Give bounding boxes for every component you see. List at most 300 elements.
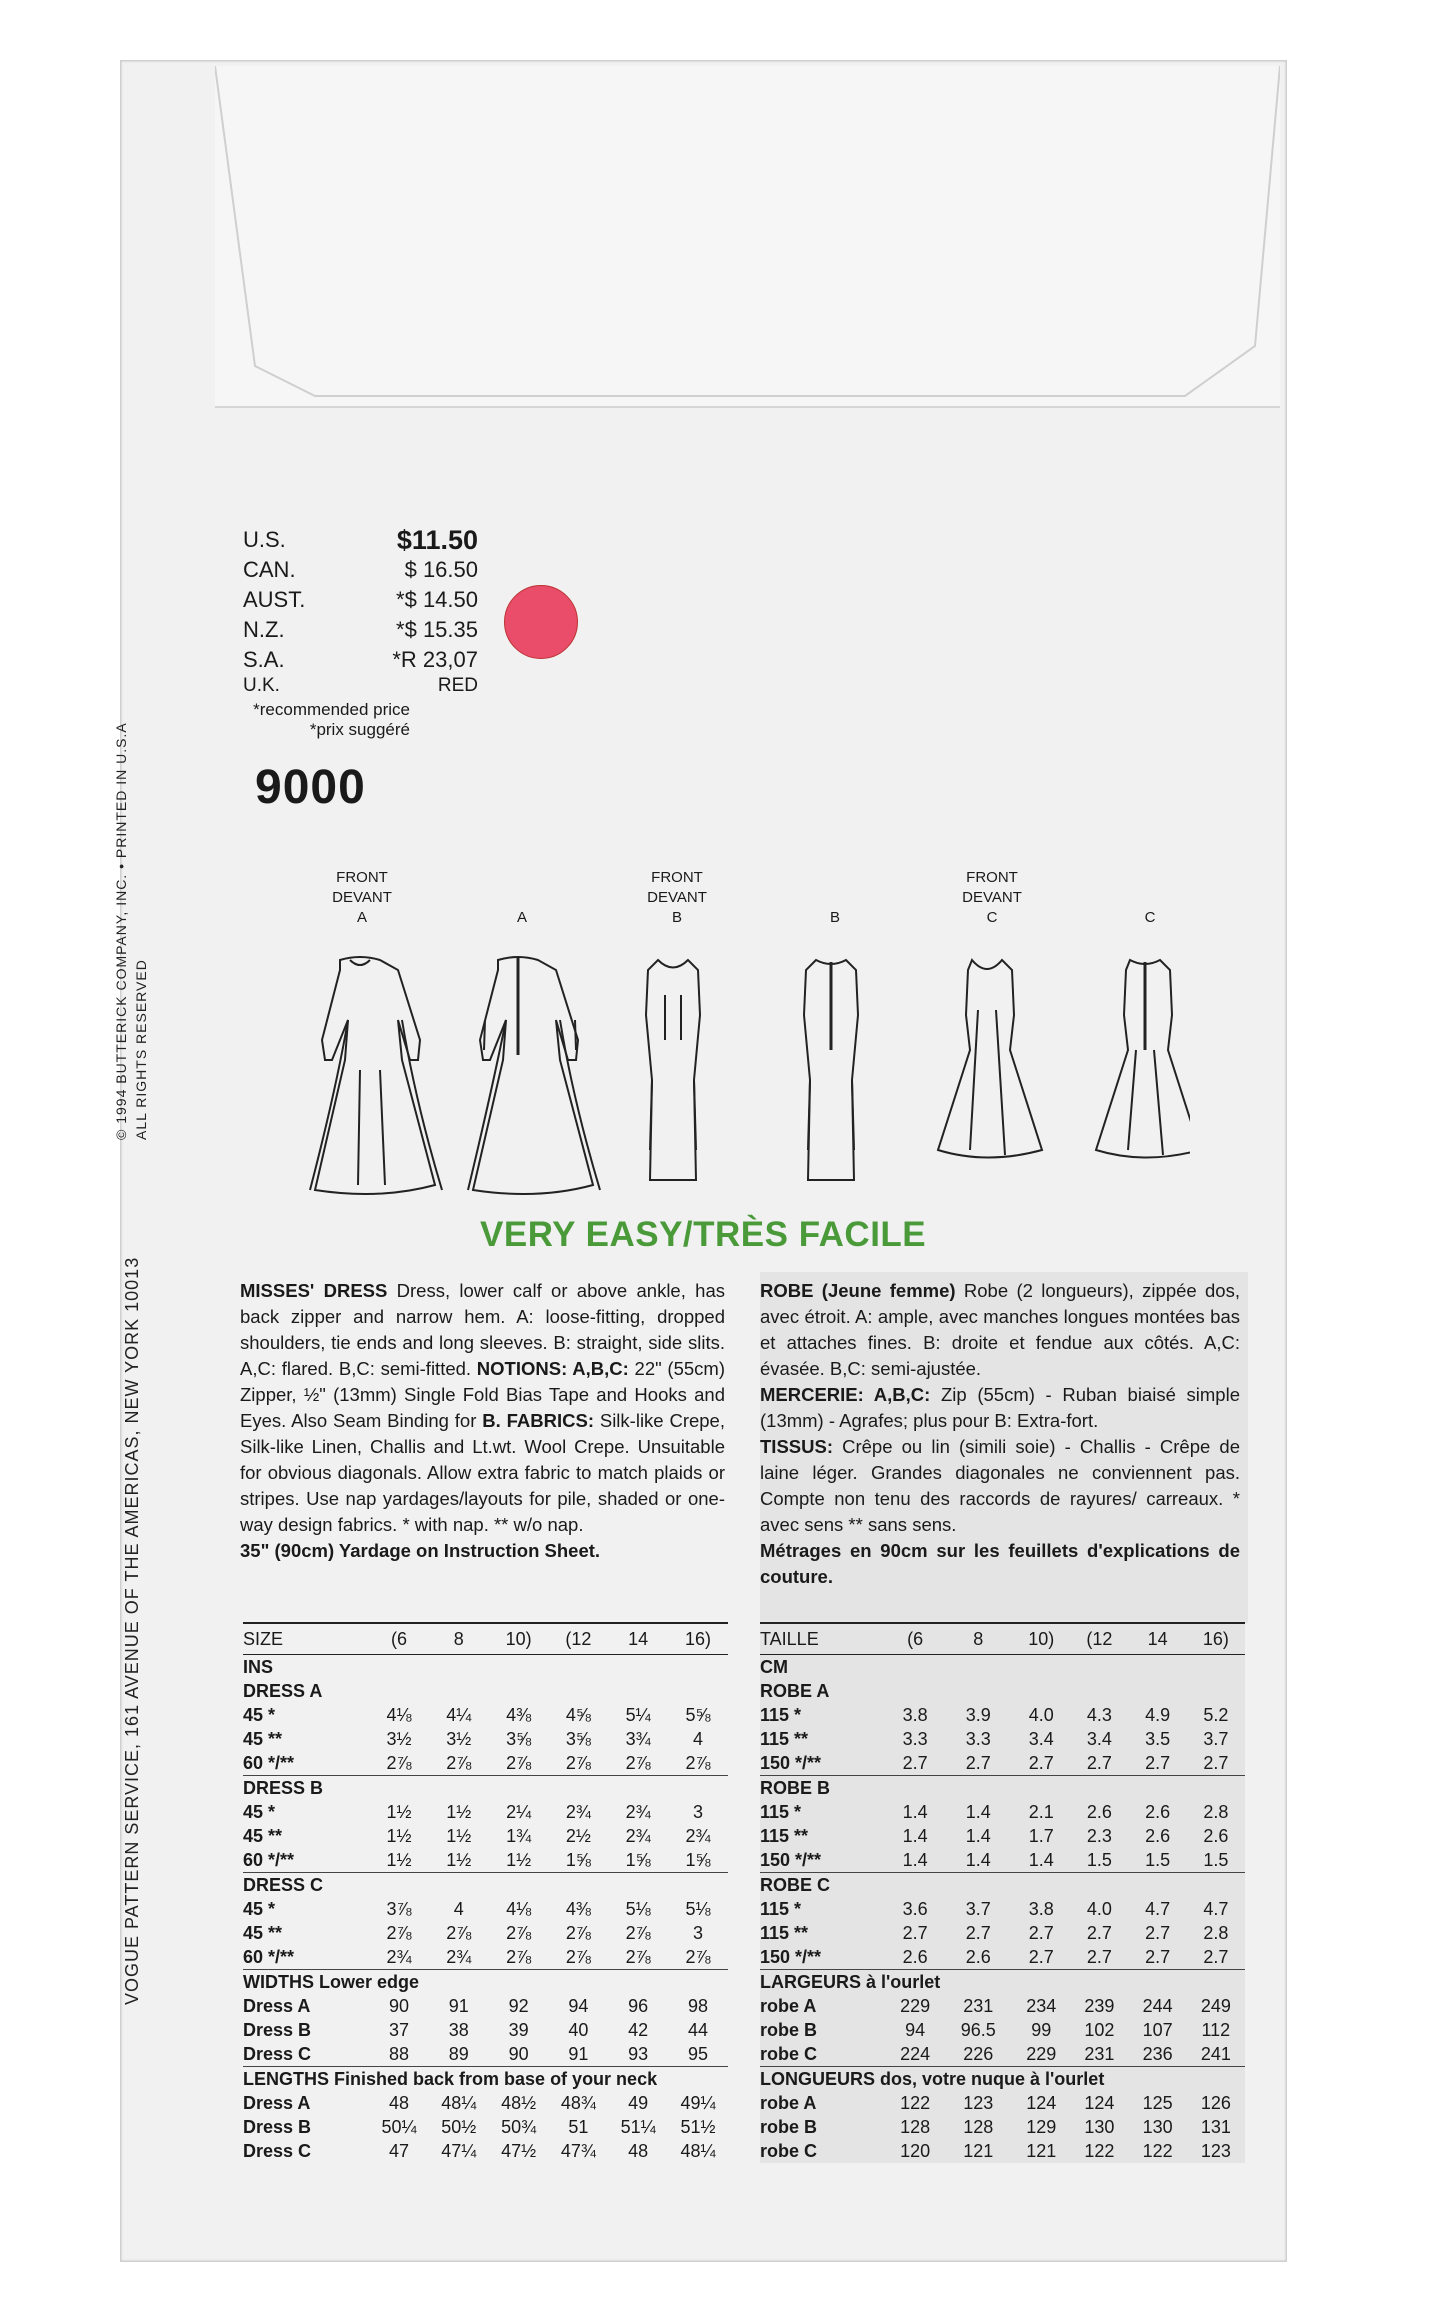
table-cell: 51 xyxy=(568,2116,589,2137)
table-cell: 3.7 xyxy=(965,1898,991,1919)
table-cell: 122 xyxy=(1084,2140,1115,2161)
table-cell: 107 xyxy=(1142,2019,1173,2040)
table-cell: 249 xyxy=(1200,1995,1231,2016)
sketch-label-front: FRONT xyxy=(651,869,703,886)
table-cell: 2.7 xyxy=(1086,1946,1112,1967)
table-cell: 44 xyxy=(688,2019,709,2040)
table-cell: 2.1 xyxy=(1028,1801,1054,1822)
row-label: 150 */** xyxy=(760,1946,822,1967)
table-cell: 1.4 xyxy=(902,1849,928,1870)
table-cell: 49 xyxy=(628,2092,649,2113)
table-cell: 42 xyxy=(628,2019,649,2040)
table-cell: 2.7 xyxy=(1028,1946,1054,1967)
sketch-label-front: FRONT xyxy=(336,869,388,886)
table-cell: 2.8 xyxy=(1203,1801,1229,1822)
unit-row xyxy=(760,1655,1245,1680)
sketch-label-front: FRONT xyxy=(966,869,1018,886)
table-cell: 4 xyxy=(453,1898,464,1919)
table-cell: 2⅞ xyxy=(506,1946,532,1967)
table-row xyxy=(760,1751,1245,1776)
group-label: DRESS C xyxy=(243,1873,728,1898)
tissus-label: TISSUS: xyxy=(760,1436,833,1457)
row-label: 60 */** xyxy=(243,1946,295,1967)
price-region: N.Z. xyxy=(243,617,285,642)
table-cell: 2¾ xyxy=(685,1825,711,1846)
table-row xyxy=(760,1897,1245,1921)
table-cell: 4⅜ xyxy=(506,1704,532,1725)
table-row xyxy=(243,1921,728,1945)
row-label: Dress C xyxy=(243,2043,312,2064)
size-header-cell: (6 xyxy=(369,1623,429,1655)
row-label: 115 * xyxy=(760,1801,802,1822)
table-cell: 2⅞ xyxy=(506,1922,532,1943)
table-row xyxy=(243,2042,728,2067)
table-row xyxy=(243,1848,728,1873)
table-cell: 3.6 xyxy=(902,1898,928,1919)
copyright-line: © 1994 BUTTERICK COMPANY, INC. • PRINTED IN U.S.A xyxy=(113,722,129,1140)
row-label: 45 ** xyxy=(243,1922,283,1943)
table-cell: 4.0 xyxy=(1086,1898,1112,1919)
table-cell: 241 xyxy=(1200,2043,1231,2064)
table-cell: 244 xyxy=(1142,1995,1173,2016)
price-note xyxy=(238,700,410,740)
table-cell: 122 xyxy=(900,2092,931,2113)
table-cell: 93 xyxy=(628,2043,649,2064)
table-row xyxy=(760,2091,1245,2115)
row-label: robe A xyxy=(760,2092,817,2113)
table-cell: 2⅞ xyxy=(565,1752,591,1773)
table-cell: 2.6 xyxy=(1145,1825,1171,1846)
size-header-cell: 14 xyxy=(1129,1623,1187,1655)
sketch-label-devant: DEVANT xyxy=(647,889,707,906)
table-cell: 4⅝ xyxy=(565,1704,591,1725)
table-cell: 2⅞ xyxy=(625,1752,651,1773)
table-cell: 3 xyxy=(693,1922,704,1943)
table-cell: 48 xyxy=(628,2140,649,2161)
sketch-label-view: C xyxy=(1144,909,1156,926)
table-cell: 96 xyxy=(628,1995,649,2016)
table-cell: 3.3 xyxy=(965,1728,991,1749)
table-cell: 123 xyxy=(1200,2140,1231,2161)
table-cell: 90 xyxy=(508,2043,529,2064)
table-cell: 126 xyxy=(1200,2092,1231,2113)
table-cell: 1½ xyxy=(506,1849,532,1870)
row-label: 115 ** xyxy=(760,1922,809,1943)
group-row xyxy=(760,1679,1245,1703)
price-region: S.A. xyxy=(243,647,285,672)
table-row xyxy=(760,1994,1245,2018)
price-note-fr: *prix suggéré xyxy=(309,720,410,739)
table-cell: 2⅞ xyxy=(565,1922,591,1943)
table-cell: 123 xyxy=(963,2092,994,2113)
row-label: Dress B xyxy=(243,2019,312,2040)
size-header-label: TAILLE xyxy=(760,1623,886,1655)
table-cell: 48¼ xyxy=(441,2092,477,2113)
lengths-header-row xyxy=(760,2067,1245,2092)
table-cell: 121 xyxy=(1026,2140,1057,2161)
table-cell: 5¼ xyxy=(625,1704,651,1725)
table-cell: 47¾ xyxy=(560,2140,596,2161)
table-cell: 50¼ xyxy=(381,2116,417,2137)
group-row xyxy=(243,1679,728,1703)
table-cell: 48¾ xyxy=(560,2092,596,2113)
row-label: 45 * xyxy=(243,1801,276,1822)
table-cell: 226 xyxy=(963,2043,994,2064)
fabrics-label: B. FABRICS: xyxy=(482,1410,594,1431)
table-row xyxy=(243,1897,728,1921)
table-cell: 98 xyxy=(688,1995,709,2016)
row-label: 45 ** xyxy=(243,1825,283,1846)
desc-title: MISSES' DRESS xyxy=(240,1280,388,1301)
table-cell: 2.7 xyxy=(902,1922,928,1943)
table-cell: 39 xyxy=(508,2019,529,2040)
table-cell: 1½ xyxy=(446,1849,472,1870)
size-header-cell: (6 xyxy=(886,1623,944,1655)
table-cell: 2⅞ xyxy=(625,1946,651,1967)
price-list xyxy=(243,525,478,697)
table-cell: 2.7 xyxy=(1028,1922,1054,1943)
desc-body: Dress, lower calf or above ankle, has back zipper and narrow hem. A: loose-fitting, dropped shoulders, tie ends and long sleeves. B: straight, side slits. A,C: flared. B,C: semi-fitted. xyxy=(240,1280,725,1379)
row-label: 150 */** xyxy=(760,1752,822,1773)
table-cell: 2.3 xyxy=(1086,1825,1112,1846)
table-cell: 5.2 xyxy=(1203,1704,1229,1725)
table-cell: 229 xyxy=(1026,2043,1057,2064)
table-cell: 1.4 xyxy=(1028,1849,1054,1870)
table-cell: 4.7 xyxy=(1145,1898,1171,1919)
table-cell: 4⅛ xyxy=(506,1898,532,1919)
table-cell: 2½ xyxy=(565,1825,591,1846)
row-label: Dress A xyxy=(243,1995,311,2016)
table-cell: 96.5 xyxy=(960,2019,996,2040)
table-cell: 1.5 xyxy=(1086,1849,1112,1870)
table-row xyxy=(243,1945,728,1970)
table-cell: 2.6 xyxy=(965,1946,991,1967)
table-row xyxy=(243,1994,728,2018)
dress-sketch-b-front xyxy=(646,960,700,1180)
sketch-label-devant: DEVANT xyxy=(962,889,1022,906)
widths-header-row xyxy=(243,1970,728,1995)
sketch-label-view: C xyxy=(986,909,998,926)
table-cell: 3.9 xyxy=(965,1704,991,1725)
row-label: 115 ** xyxy=(760,1825,809,1846)
table-cell: 2⅞ xyxy=(446,1752,472,1773)
table-cell: 128 xyxy=(963,2116,994,2137)
table-cell: 130 xyxy=(1142,2116,1173,2137)
table-cell: 2⅞ xyxy=(625,1922,651,1943)
table-cell: 4⅜ xyxy=(565,1898,591,1919)
table-row xyxy=(760,2042,1245,2067)
table-cell: 3¾ xyxy=(625,1728,651,1749)
table-cell: 2.6 xyxy=(1203,1825,1229,1846)
table-cell: 4.3 xyxy=(1086,1704,1112,1725)
flap-edge xyxy=(215,66,1280,406)
size-header-cell: (12 xyxy=(548,1623,608,1655)
notions-label: NOTIONS: A,B,C: xyxy=(476,1358,629,1379)
table-cell: 2.8 xyxy=(1203,1922,1229,1943)
table-cell: 2¾ xyxy=(446,1946,472,1967)
size-header-cell: 16) xyxy=(668,1623,728,1655)
description-english xyxy=(240,1278,725,1564)
table-cell: 3.7 xyxy=(1203,1728,1229,1749)
price-row xyxy=(243,525,478,555)
table-cell: 37 xyxy=(388,2019,409,2040)
table-cell: 125 xyxy=(1142,2092,1173,2113)
color-dot xyxy=(504,585,578,659)
table-cell: 2.7 xyxy=(1086,1752,1112,1773)
widths-label: WIDTHS Lower edge xyxy=(243,1970,728,1995)
table-cell: 2.6 xyxy=(1086,1801,1112,1822)
price-region: U.S. xyxy=(243,527,286,552)
table-cell: 5⅛ xyxy=(685,1898,711,1919)
table-cell: 2.7 xyxy=(1145,1946,1171,1967)
row-label: 60 */** xyxy=(243,1752,295,1773)
table-cell: 2.7 xyxy=(1203,1752,1229,1773)
table-cell: 38 xyxy=(448,2019,469,2040)
table-row xyxy=(760,2018,1245,2042)
table-cell: 2.7 xyxy=(965,1752,991,1773)
table-cell: 3.3 xyxy=(902,1728,928,1749)
table-cell: 88 xyxy=(388,2043,409,2064)
table-cell: 47½ xyxy=(501,2140,537,2161)
lengths-label: LONGUEURS dos, votre nuque à l'ourlet xyxy=(760,2067,1245,2092)
table-cell: 95 xyxy=(688,2043,709,2064)
table-cell: 1.4 xyxy=(902,1825,928,1846)
table-cell: 2⅞ xyxy=(685,1946,711,1967)
sketch-label-view: A xyxy=(356,909,367,926)
table-row xyxy=(760,1848,1245,1873)
fabrics-text: Silk-like Crepe, Silk-like Linen, Challis and Lt.wt. Wool Crepe. Unsuitable for obvious diagonals. Allow extra fabric to match plaids or stripes. Use nap yardages/layouts for pile, shaded or one-way design fabrics. * with nap. ** w/o nap. xyxy=(240,1410,725,1535)
table-cell: 91 xyxy=(448,1995,469,2016)
table-cell: 3.4 xyxy=(1086,1728,1112,1749)
group-label: ROBE B xyxy=(760,1776,1245,1801)
table-cell: 1½ xyxy=(446,1825,472,1846)
table-row xyxy=(760,2115,1245,2139)
table-cell: 2.7 xyxy=(965,1922,991,1943)
table-cell: 1.4 xyxy=(965,1849,991,1870)
price-region: U.K. xyxy=(243,675,280,696)
table-cell: 3 xyxy=(693,1801,704,1822)
price-value: *$ 15.35 xyxy=(396,617,478,642)
group-label: DRESS A xyxy=(243,1680,323,1701)
group-label: ROBE C xyxy=(760,1873,1245,1898)
publisher-address: VOGUE PATTERN SERVICE, 161 AVENUE OF THE AMERICAS, NEW YORK 10013 xyxy=(122,1256,142,2005)
row-label: robe C xyxy=(760,2140,818,2161)
table-cell: 48¼ xyxy=(680,2140,716,2161)
row-label: robe A xyxy=(760,1995,817,2016)
table-cell: 3⅝ xyxy=(565,1728,591,1749)
table-cell: 2¼ xyxy=(506,1801,532,1822)
table-cell: 90 xyxy=(388,1995,409,2016)
sketch-label-view: B xyxy=(671,909,682,926)
size-header-cell: 10) xyxy=(1012,1623,1070,1655)
table-cell: 131 xyxy=(1200,2116,1231,2137)
price-note-en: *recommended price xyxy=(253,700,410,719)
table-cell: 224 xyxy=(900,2043,931,2064)
table-cell: 1.4 xyxy=(902,1801,928,1822)
size-header-cell: 16) xyxy=(1187,1623,1245,1655)
table-cell: 234 xyxy=(1026,1995,1057,2016)
table-cell: 2.6 xyxy=(902,1946,928,1967)
table-cell: 1⅝ xyxy=(625,1849,651,1870)
desc-title: ROBE (Jeune femme) xyxy=(760,1280,956,1301)
lengths-label: LENGTHS Finished back from base of your neck xyxy=(243,2067,728,2092)
table-cell: 3.5 xyxy=(1145,1728,1171,1749)
row-label: Dress C xyxy=(243,2140,312,2161)
table-row xyxy=(760,1824,1245,1848)
price-row xyxy=(243,645,478,675)
widths-label: LARGEURS à l'ourlet xyxy=(760,1970,1245,1995)
size-header-cell: 14 xyxy=(608,1623,668,1655)
table-cell: 124 xyxy=(1084,2092,1115,2113)
group-row xyxy=(243,1873,728,1898)
size-header-cell: 10) xyxy=(489,1623,549,1655)
table-cell: 2.6 xyxy=(1145,1801,1171,1822)
table-cell: 102 xyxy=(1084,2019,1115,2040)
table-cell: 47 xyxy=(388,2140,409,2161)
table-cell: 1½ xyxy=(386,1801,412,1822)
table-cell: 48½ xyxy=(501,2092,537,2113)
table-row xyxy=(243,1703,728,1727)
table-cell: 3.4 xyxy=(1028,1728,1054,1749)
row-label: robe B xyxy=(760,2116,818,2137)
price-row xyxy=(243,585,478,615)
table-cell: 1½ xyxy=(386,1849,412,1870)
row-label: 60 */** xyxy=(243,1849,295,1870)
unit-label: INS xyxy=(243,1656,274,1677)
mercerie-text: Zip (55cm) - Ruban biaisé simple (13mm) - Agrafes; plus pour B: Extra-fort. xyxy=(760,1384,1240,1431)
table-cell: 47¼ xyxy=(441,2140,477,2161)
row-label: 45 * xyxy=(243,1704,276,1725)
group-label: DRESS B xyxy=(243,1776,728,1801)
table-cell: 128 xyxy=(900,2116,931,2137)
dress-sketch-c-back xyxy=(1096,960,1190,1158)
price-row xyxy=(243,555,478,585)
table-cell: 2⅞ xyxy=(506,1752,532,1773)
table-cell: 2⅞ xyxy=(685,1752,711,1773)
table-cell: 130 xyxy=(1084,2116,1115,2137)
table-cell: 1.5 xyxy=(1203,1849,1229,1870)
table-cell: 3⅝ xyxy=(506,1728,532,1749)
table-cell: 112 xyxy=(1201,2019,1231,2040)
table-row xyxy=(243,1824,728,1848)
table-cell: 2.7 xyxy=(1145,1922,1171,1943)
row-label: 115 * xyxy=(760,1898,802,1919)
table-cell: 120 xyxy=(900,2140,931,2161)
table-cell: 4.7 xyxy=(1203,1898,1229,1919)
description-french xyxy=(760,1272,1248,1623)
table-cell: 4 xyxy=(693,1728,704,1749)
row-label: Dress B xyxy=(243,2116,312,2137)
unit-row xyxy=(243,1655,728,1680)
row-label: 115 ** xyxy=(760,1728,809,1749)
price-value: *$ 14.50 xyxy=(396,587,478,612)
group-row xyxy=(243,1776,728,1801)
group-row xyxy=(760,1776,1245,1801)
table-cell: 2⅞ xyxy=(565,1946,591,1967)
table-cell: 122 xyxy=(1142,2140,1173,2161)
table-cell: 50¾ xyxy=(501,2116,537,2137)
table-cell: 94 xyxy=(905,2019,926,2040)
table-row xyxy=(760,1945,1245,1970)
rights-reserved: ALL RIGHTS RESERVED xyxy=(133,959,149,1140)
table-cell: 51¼ xyxy=(620,2116,656,2137)
price-value: $11.50 xyxy=(396,525,478,555)
yardage-table-english xyxy=(243,1622,728,2163)
table-row xyxy=(760,1921,1245,1945)
yardage-table-french xyxy=(760,1622,1245,2163)
table-cell: 231 xyxy=(1084,2043,1115,2064)
table-cell: 236 xyxy=(1142,2043,1173,2064)
dress-sketch-b-back xyxy=(804,960,858,1180)
table-cell: 2.7 xyxy=(1086,1922,1112,1943)
table-cell: 1.4 xyxy=(965,1801,991,1822)
table-row xyxy=(760,1703,1245,1727)
dress-sketch-a-back xyxy=(468,957,600,1194)
table-cell: 4.0 xyxy=(1028,1704,1054,1725)
table-cell: 1.7 xyxy=(1028,1825,1054,1846)
table-cell: 2¾ xyxy=(625,1825,651,1846)
table-cell: 1½ xyxy=(386,1825,412,1846)
price-row xyxy=(243,675,478,697)
table-cell: 1¾ xyxy=(506,1825,532,1846)
table-cell: 2¾ xyxy=(386,1946,412,1967)
table-row xyxy=(760,1800,1245,1824)
table-row xyxy=(243,1727,728,1751)
sketch-label-view: B xyxy=(829,909,840,926)
sketch-label-devant: DEVANT xyxy=(332,889,392,906)
price-value: *R 23,07 xyxy=(392,647,478,672)
table-row xyxy=(760,1727,1245,1751)
table-cell: 2.7 xyxy=(1145,1752,1171,1773)
metrages-note: Métrages en 90cm sur les feuillets d'explications de couture. xyxy=(760,1540,1240,1587)
table-cell: 129 xyxy=(1026,2116,1057,2137)
table-cell: 121 xyxy=(963,2140,994,2161)
table-cell: 231 xyxy=(963,1995,994,2016)
table-row xyxy=(243,2139,728,2163)
group-label: ROBE A xyxy=(760,1680,830,1701)
table-cell: 2¾ xyxy=(625,1801,651,1822)
table-cell: 1½ xyxy=(446,1801,472,1822)
table-cell: 1⅝ xyxy=(565,1849,591,1870)
row-label: robe B xyxy=(760,2019,818,2040)
table-cell: 124 xyxy=(1026,2092,1057,2113)
table-cell: 50½ xyxy=(441,2116,477,2137)
price-region: AUST. xyxy=(243,587,306,612)
row-label: Dress A xyxy=(243,2092,311,2113)
row-label: 45 ** xyxy=(243,1728,283,1749)
table-cell: 3½ xyxy=(386,1728,412,1749)
desc-body: Robe (2 longueurs), zippée dos, avec étroit. A: ample, avec manches longues montées bas et attaches fines. B: droite et fendue aux côtés. A,C: évasée. B,C: semi-ajustée. xyxy=(760,1280,1240,1379)
envelope-flap xyxy=(215,66,1280,408)
row-label: 115 * xyxy=(760,1704,802,1725)
table-cell: 1.4 xyxy=(965,1825,991,1846)
table-row xyxy=(243,2091,728,2115)
size-header-cell: 8 xyxy=(944,1623,1012,1655)
table-cell: 3⅞ xyxy=(386,1898,412,1919)
pattern-number: 9000 xyxy=(255,761,366,814)
table-cell: 3.8 xyxy=(1028,1898,1054,1919)
table-cell: 2⅞ xyxy=(386,1922,412,1943)
table-cell: 2.7 xyxy=(1203,1946,1229,1967)
very-easy-heading: VERY EASY/TRÈS FACILE xyxy=(480,1215,927,1254)
table-cell: 2.7 xyxy=(1028,1752,1054,1773)
lengths-header-row xyxy=(243,2067,728,2092)
size-header-row xyxy=(243,1623,728,1655)
table-cell: 40 xyxy=(568,2019,589,2040)
dress-sketch-c-front xyxy=(938,960,1042,1158)
table-row xyxy=(243,2018,728,2042)
size-header-label: SIZE xyxy=(243,1623,369,1655)
